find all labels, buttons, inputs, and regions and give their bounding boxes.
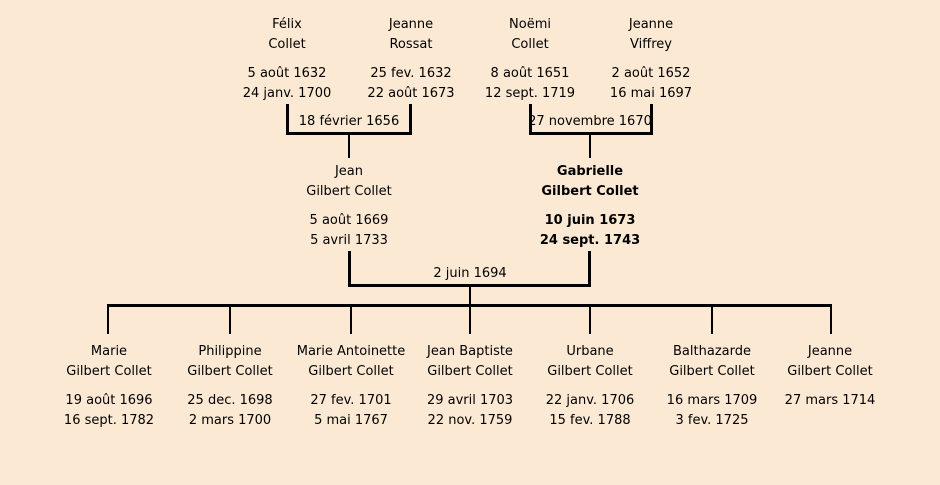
person-last-name: Rossat [389, 37, 433, 52]
person-last-name: Gilbert Collet [308, 364, 394, 379]
marriage-date-label: 27 novembre 1670 [528, 114, 652, 129]
marriage-date-label: 2 juin 1694 [433, 266, 507, 281]
person-birth-date: 5 août 1632 [247, 66, 327, 81]
person-death-date: 15 fev. 1788 [549, 413, 631, 428]
person-last-name: Gilbert Collet [547, 364, 633, 379]
person-last-name: Gilbert Collet [669, 364, 755, 379]
person-first-name: Jeanne [807, 344, 853, 359]
connector-child2-drop [229, 304, 231, 334]
person-birth-date: 27 mars 1714 [784, 393, 876, 408]
person-first-name: Gabrielle [556, 164, 624, 179]
connector-marriage2-child-drop [589, 135, 591, 158]
person-birth-date: 22 janv. 1706 [545, 393, 635, 408]
person-first-name: Jean Baptiste [427, 344, 513, 359]
person-card-marie-antoinette-gilbert-collet [291, 342, 411, 431]
person-first-name: Félix [272, 17, 302, 32]
person-card-jean-gilbert-collet [274, 162, 424, 251]
person-last-name: Gilbert Collet [787, 364, 873, 379]
person-first-name: Balthazarde [673, 344, 751, 359]
connector-child6-drop [711, 304, 713, 334]
person-first-name: Jean [334, 164, 364, 179]
person-last-name: Gilbert Collet [306, 184, 392, 199]
person-death-date: 5 mai 1767 [314, 413, 388, 428]
person-birth-date: 25 dec. 1698 [187, 393, 273, 408]
person-last-name: Gilbert Collet [427, 364, 513, 379]
person-death-date: 16 mai 1697 [609, 86, 693, 101]
connector-marriage2-bottom [529, 132, 653, 135]
person-card-marie-gilbert-collet [49, 342, 169, 431]
person-death-date: 24 sept. 1743 [539, 233, 641, 248]
person-card-jeanne-viffrey [591, 15, 711, 104]
person-last-name: Gilbert Collet [66, 364, 152, 379]
person-death-date: 16 sept. 1782 [63, 413, 155, 428]
person-birth-date: 25 fev. 1632 [370, 66, 452, 81]
person-last-name: Collet [268, 37, 306, 52]
person-death-date: 5 avril 1733 [310, 233, 388, 248]
connector-child4-drop [469, 304, 471, 334]
person-card-balthazarde-gilbert-collet [652, 342, 772, 431]
person-card-jean-baptiste-gilbert-collet [410, 342, 530, 431]
person-first-name: Noëmi [509, 17, 551, 32]
person-birth-date: 8 août 1651 [490, 66, 570, 81]
connector-marriage3-right-leg [588, 251, 591, 287]
person-first-name: Jeanne [388, 17, 434, 32]
person-card-jeanne-gilbert-collet [770, 342, 890, 411]
person-birth-date: 19 août 1696 [65, 393, 153, 408]
person-card-gabrielle-gilbert-collet [515, 162, 665, 251]
person-birth-date: 27 fev. 1701 [310, 393, 392, 408]
person-card-jeanne-rossat [351, 15, 471, 104]
person-first-name: Urbane [566, 344, 614, 359]
person-last-name: Gilbert Collet [541, 184, 639, 199]
connector-marriage3-left-leg [348, 251, 351, 287]
person-first-name: Jeanne [628, 17, 674, 32]
person-card-philippine-gilbert-collet [170, 342, 290, 431]
person-birth-date: 29 avril 1703 [426, 393, 514, 408]
person-first-name: Marie [90, 344, 128, 359]
connector-child3-drop [350, 304, 352, 334]
person-first-name: Marie Antoinette [296, 344, 406, 359]
marriage-date-label: 18 février 1656 [298, 114, 400, 129]
person-last-name: Collet [511, 37, 549, 52]
connector-marriage1-child-drop [348, 135, 350, 158]
connector-child1-drop [107, 304, 109, 334]
person-death-date: 12 sept. 1719 [484, 86, 576, 101]
person-birth-date: 16 mars 1709 [666, 393, 758, 408]
person-death-date: 2 mars 1700 [188, 413, 272, 428]
person-death-date: 22 août 1673 [367, 86, 455, 101]
person-card-felix-collet [227, 15, 347, 104]
person-card-noemi-collet [470, 15, 590, 104]
connector-child5-drop [589, 304, 591, 334]
person-first-name: Philippine [198, 344, 262, 359]
connector-child7-drop [830, 304, 832, 334]
person-death-date: 3 fev. 1725 [675, 413, 749, 428]
person-birth-date: 5 août 1669 [309, 213, 389, 228]
person-birth-date: 10 juin 1673 [544, 213, 636, 228]
person-death-date: 22 nov. 1759 [427, 413, 513, 428]
person-card-urbane-gilbert-collet [530, 342, 650, 431]
person-last-name: Viffrey [630, 37, 672, 52]
person-birth-date: 2 août 1652 [611, 66, 691, 81]
person-death-date: 24 janv. 1700 [242, 86, 332, 101]
person-last-name: Gilbert Collet [187, 364, 273, 379]
